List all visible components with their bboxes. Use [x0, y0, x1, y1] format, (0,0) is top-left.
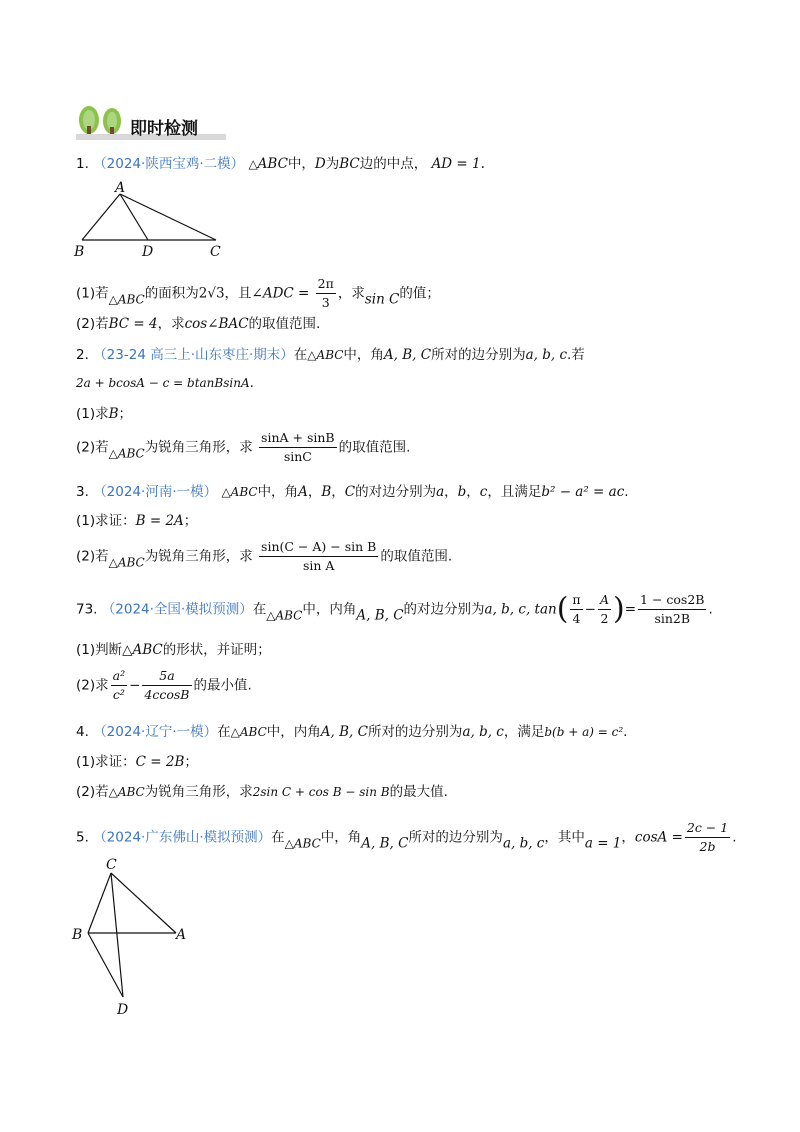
problem-5-stem: [76, 820, 737, 855]
text: 为锐角三角形，求: [144, 439, 253, 456]
text: 所对的边分别为: [431, 347, 526, 363]
problem-3-part-1: [76, 512, 197, 530]
left-paren: (: [556, 591, 569, 627]
text: .: [708, 601, 713, 618]
text: (1)判断: [76, 642, 123, 658]
text: 边的中点，: [359, 156, 428, 172]
math-ad-eq: AD = 1.: [431, 156, 485, 172]
fig1-label-a: A: [115, 180, 126, 196]
text: ；: [183, 513, 198, 529]
text: 的取值范围.: [338, 439, 411, 456]
text: 为: [325, 156, 340, 172]
text: 的面积为: [144, 285, 199, 302]
math-eq: C = 2B: [135, 754, 185, 770]
text: 为锐角三角形，求: [144, 784, 253, 800]
math-bc: BC: [339, 156, 360, 172]
math-cos: cosA =: [634, 829, 683, 846]
frac-num: A: [598, 592, 611, 610]
math-triangle: △ABC: [108, 785, 145, 799]
text: 在: [293, 347, 308, 363]
problem-73-part-1: [76, 641, 271, 659]
fig2-label-a: A: [176, 927, 187, 943]
math-angles: A, B, C: [383, 347, 432, 363]
frac-den: 4ccosB: [144, 687, 190, 702]
math-sides: a, b, c: [462, 724, 504, 740]
section-title: 即时检测: [130, 119, 198, 139]
math-A: A: [298, 484, 308, 500]
text: ，求: [157, 316, 185, 332]
text: 中，内角: [302, 601, 357, 618]
problem-source: （2024·全国·模拟预测）: [101, 601, 253, 618]
frac-num: sinA + sinB: [259, 430, 337, 448]
text: (1)求: [76, 406, 109, 422]
problem-2-condition: [76, 374, 254, 392]
problem-4-part-2: [76, 783, 448, 801]
fraction: [142, 668, 191, 703]
math-condition: b² − a² = ac: [541, 484, 625, 500]
problem-1-part-2: [76, 315, 320, 333]
fig1-label-d: D: [142, 244, 154, 260]
frac-den: c²: [112, 687, 125, 702]
math-triangle: △ABC: [230, 725, 267, 739]
math-minus: −: [129, 677, 141, 694]
frac-num: a²: [111, 668, 127, 686]
frac-num: sin(C − A) − sin B: [259, 539, 378, 557]
math-d: D: [314, 156, 326, 172]
text: ，且满足: [487, 484, 542, 500]
math-equals: =: [624, 601, 637, 618]
fraction: [570, 592, 582, 627]
text: 在: [271, 829, 285, 846]
math-triangle: △ABC: [122, 642, 163, 658]
text: 在: [252, 601, 267, 618]
fig1-label-b: B: [74, 244, 85, 260]
text: ；: [184, 754, 198, 770]
fraction: [598, 592, 611, 627]
math-sides: a, b, c: [502, 835, 545, 852]
math-triangle: △ABC: [221, 485, 258, 499]
problem-number: 4.: [76, 724, 89, 740]
math-angles: A, B, C: [361, 835, 409, 852]
fraction: [259, 539, 378, 574]
frac-num: π: [570, 592, 582, 610]
text: ，且: [224, 285, 252, 302]
fig2-label-d: D: [117, 1002, 129, 1018]
math-triangle: △ABC: [284, 836, 321, 851]
math-abc: ABC: [257, 156, 288, 172]
problem-source: （2024·陕西宝鸡·二模）: [93, 156, 245, 172]
text: 的对边分别为: [403, 601, 485, 618]
fraction: [111, 668, 127, 703]
fraction: [685, 820, 730, 855]
math-a-eq: a = 1: [584, 835, 622, 852]
text: ，: [331, 484, 345, 500]
text: 的值；: [399, 285, 440, 302]
frac-den: sinC: [283, 449, 312, 464]
problem-2-part-1: [76, 405, 132, 423]
math-a: a: [436, 484, 445, 500]
frac-den: 4: [572, 611, 581, 626]
text: ，其中: [544, 829, 585, 846]
figure-1-triangle: [70, 180, 230, 260]
text: 中，: [287, 156, 315, 172]
frac-num: 2c − 1: [685, 820, 730, 838]
problem-number: 2.: [76, 347, 89, 363]
math-condition: 2a + bcosA − c = btanBsinA: [76, 376, 250, 390]
frac-den: 2b: [699, 839, 716, 854]
text: (2)求: [76, 677, 109, 694]
math-sqrt: 2√3: [198, 285, 225, 302]
math-c: c: [479, 484, 488, 500]
fraction: [316, 276, 336, 311]
frac-den: 2: [600, 611, 609, 626]
text: 的取值范围.: [248, 316, 321, 332]
problem-source: （2024·广东佛山·模拟预测）: [93, 829, 272, 846]
text: ，: [621, 829, 635, 846]
text: ，: [444, 484, 458, 500]
text: ，满足: [503, 724, 545, 740]
text: ，: [466, 484, 480, 500]
math-angles: A, B, C: [320, 724, 368, 740]
frac-num: 5a: [142, 668, 191, 686]
math-angle: ∠ADC =: [251, 285, 310, 302]
math-angles: A, B, C: [356, 607, 404, 624]
problem-number: 3.: [76, 484, 89, 500]
text: 的最大值.: [389, 784, 448, 800]
problem-2-stem: [76, 346, 585, 364]
math-C: C: [344, 484, 356, 500]
math-condition: b(b + a) = c²: [544, 725, 624, 739]
problem-source: （23-24 高三上·山东枣庄·期末）: [93, 347, 294, 363]
text: 在: [217, 724, 231, 740]
problem-3-part-2: [76, 539, 452, 574]
math-triangle: △ABC: [108, 555, 145, 570]
text: 的形状，并证明；: [162, 642, 271, 658]
text: .: [624, 484, 629, 500]
math-triangle: △ABC: [108, 292, 145, 307]
math-minus: −: [584, 601, 596, 618]
frac-num: 1 − cos2B: [638, 592, 706, 610]
text: (1)若: [76, 285, 109, 302]
text: 中，角: [343, 347, 384, 363]
fraction: [259, 430, 337, 465]
text: 所对的边分别为: [408, 829, 503, 846]
text: ，求: [337, 285, 365, 302]
math-sinc: sin C: [364, 291, 400, 308]
problem-number: 5.: [76, 829, 89, 846]
problem-1-part-1: [76, 276, 440, 317]
fraction: [638, 592, 706, 627]
math-bc-eq: BC = 4: [108, 316, 158, 332]
problem-4-part-1: [76, 753, 198, 771]
text: (2)若: [76, 439, 109, 456]
text: 中，内角: [266, 724, 321, 740]
text: 的最小值.: [193, 677, 252, 694]
math-cos: cos∠BAC: [184, 316, 249, 332]
problem-number: 73.: [76, 601, 98, 618]
fig2-label-c: C: [106, 857, 117, 873]
text: 所对的边分别为: [367, 724, 463, 740]
text: (2)若: [76, 316, 109, 332]
problem-number: 1.: [76, 156, 89, 172]
math-triangle: △ABC: [108, 446, 145, 461]
math-b: B: [108, 406, 119, 422]
text: (2)若: [76, 548, 109, 565]
problem-1-stem: [76, 155, 485, 173]
problem-3-stem: [76, 483, 629, 501]
math-sides: a, b, c, tan: [484, 601, 557, 618]
text: 中，角: [257, 484, 299, 500]
math-triangle: △ABC: [266, 608, 303, 623]
problem-73-stem: [76, 592, 713, 627]
math-triangle: △ABC: [307, 348, 344, 362]
frac-den: sin A: [302, 558, 335, 573]
math-sides: a, b, c: [525, 347, 568, 363]
text: 为锐角三角形，求: [144, 548, 253, 565]
problem-2-part-2: [76, 430, 410, 465]
text: ，: [307, 484, 322, 500]
text: 中，角: [320, 829, 362, 846]
text: (2)若: [76, 784, 109, 800]
fig2-label-b: B: [72, 927, 83, 943]
text: .若: [567, 347, 585, 363]
frac-den: 3: [321, 295, 330, 310]
text: (1)求证：: [76, 754, 136, 770]
triangle-symbol: △: [248, 157, 258, 171]
math-B: B: [321, 484, 332, 500]
text: .: [249, 375, 254, 391]
problem-source: （2024·河南·一模）: [93, 484, 218, 500]
text: 的对边分别为: [355, 484, 437, 500]
right-paren: ): [612, 591, 625, 627]
frac-num: 2π: [316, 276, 336, 294]
problem-4-stem: [76, 723, 627, 741]
text: 的取值范围.: [380, 548, 453, 565]
math-expression: 2sin C + cos B − sin B: [252, 785, 390, 799]
text: (1)求证：: [76, 513, 136, 529]
text: .: [732, 829, 737, 846]
problem-source: （2024·辽宁·一模）: [93, 724, 218, 740]
section-header: [76, 104, 226, 144]
figure-2-quadrilateral: [66, 855, 206, 1020]
math-eq: B = 2A: [135, 513, 184, 529]
frac-den: sin2B: [654, 611, 691, 626]
fig1-label-c: C: [210, 244, 221, 260]
text: ；: [118, 406, 133, 422]
text: .: [623, 724, 628, 740]
problem-73-part-2: [76, 668, 252, 703]
math-b: b: [457, 484, 467, 500]
